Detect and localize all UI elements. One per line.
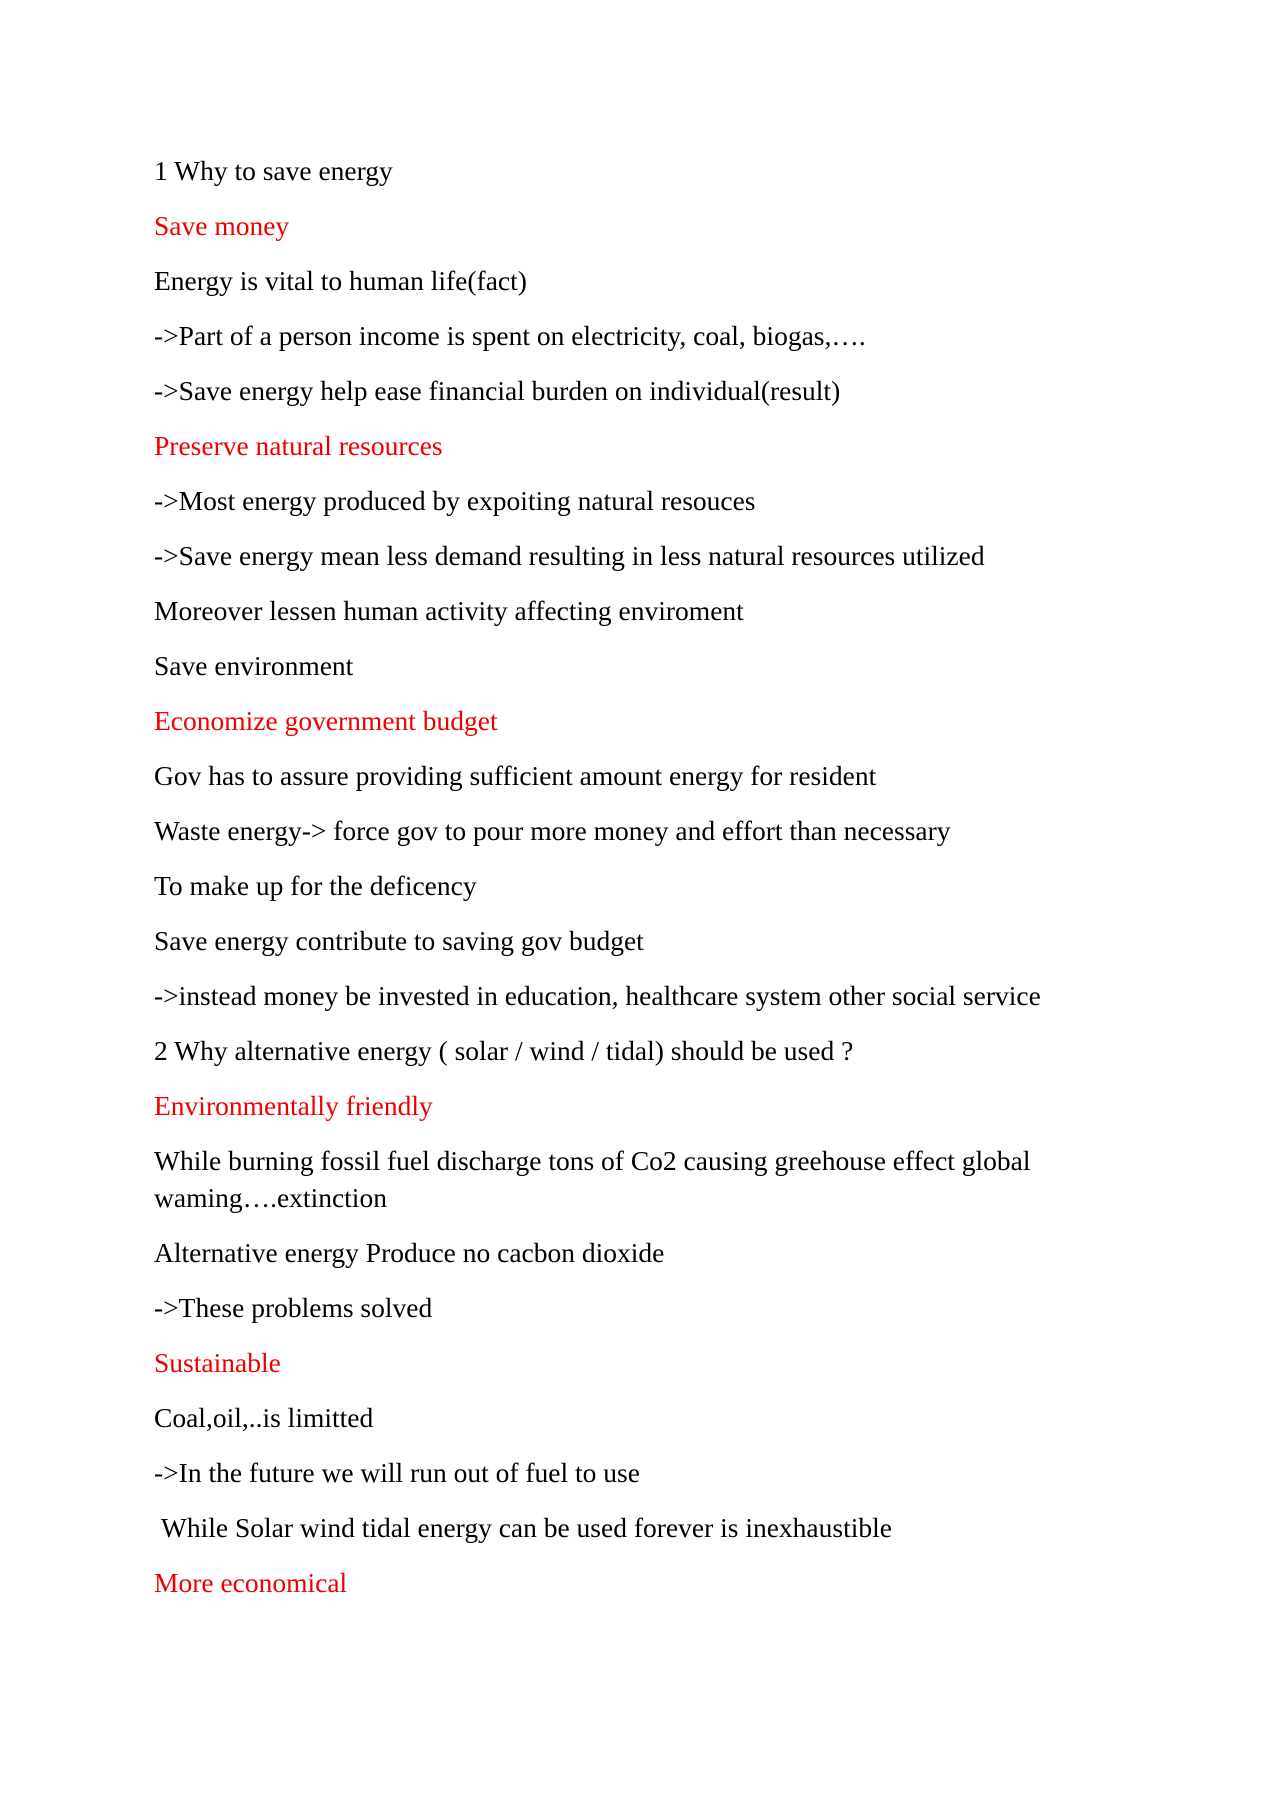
body-line: Waste energy-> force gov to pour more money and effort than necessary <box>154 815 951 846</box>
section-heading: Preserve natural resources <box>154 430 443 461</box>
section-heading: Sustainable <box>154 1347 281 1378</box>
body-line: ->These problems solved <box>154 1292 433 1323</box>
body-line: To make up for the deficency <box>154 870 477 901</box>
body-line: Save energy contribute to saving gov budget <box>154 925 644 956</box>
section-heading: More economical <box>154 1567 348 1598</box>
body-line: Coal,oil,..is limitted <box>154 1402 374 1433</box>
body-line: Gov has to assure providing sufficient amount energy for resident <box>154 760 877 791</box>
body-line: ->instead money be invested in education, healthcare system other social service <box>154 980 1041 1011</box>
body-line: ->Save energy mean less demand resulting in less natural resources utilized <box>154 540 985 571</box>
document-body <box>154 152 1094 1619</box>
body-line: While Solar wind tidal energy can be used forever is inexhaustible <box>154 1512 892 1543</box>
section-heading: Economize government budget <box>154 705 498 736</box>
body-line: ->Save energy help ease financial burden on individual(result) <box>154 375 841 406</box>
body-line: While burning fossil fuel discharge tons of Co2 causing greehouse effect global waming….extinction <box>154 1145 1031 1213</box>
question-heading: 1 Why to save energy <box>154 155 393 186</box>
section-heading: Environmentally friendly <box>154 1090 433 1121</box>
section-heading: Save money <box>154 210 290 241</box>
body-line: Energy is vital to human life(fact) <box>154 265 527 296</box>
body-line: Save environment <box>154 650 354 681</box>
question-heading: 2 Why alternative energy ( solar / wind / tidal) should be used ? <box>154 1035 854 1066</box>
body-line: ->Most energy produced by expoiting natural resouces <box>154 485 756 516</box>
body-line: Moreover lessen human activity affecting enviroment <box>154 595 744 626</box>
body-line: ->In the future we will run out of fuel to use <box>154 1457 640 1488</box>
body-line: ->Part of a person income is spent on electricity, coal, biogas,…. <box>154 320 866 351</box>
body-line: Alternative energy Produce no cacbon dioxide <box>154 1237 665 1268</box>
